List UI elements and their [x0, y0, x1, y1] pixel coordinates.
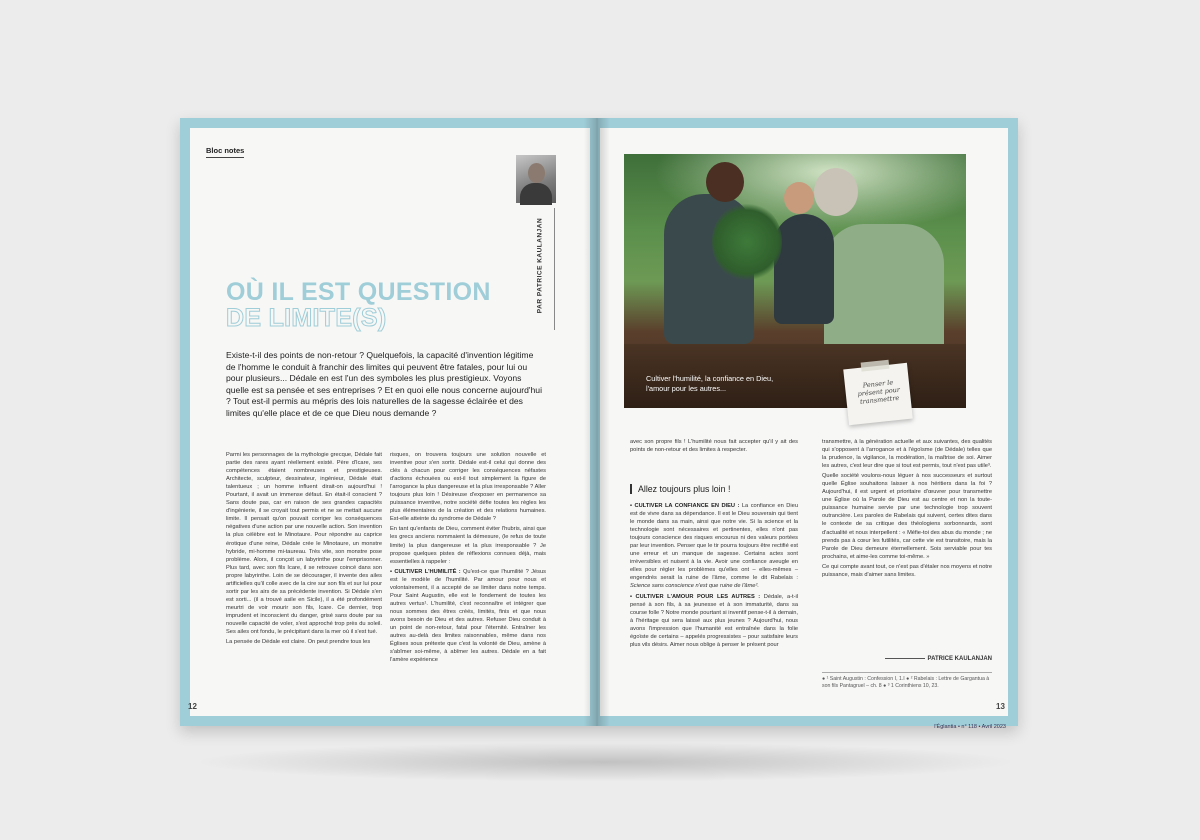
paragraph: Ce qui compte avant tout, ce n'est pas d'étaler nos moyens et notre puissance, mais d'aimer sans limites.	[822, 563, 992, 578]
subheading: • CULTIVER L'HUMILITÉ :	[390, 568, 461, 575]
note-tape	[861, 360, 890, 372]
article-title-line1: OÙ IL EST QUESTION	[226, 278, 491, 306]
photo-person-middle	[774, 214, 834, 324]
article-photo	[624, 154, 966, 408]
author-photo	[516, 155, 556, 203]
paragraph: Quelle société voulons-nous léguer à nos successeurs et surtout quelle Église souhaitons laisser à nos héritiers dans la foi ? Aujourd'hui, il est urgent et prioritaire d'œuvrer pour transmettre une Église où la Parole de Dieu est au centre et non la toute-puissance humaine servie par une technologie trop souvent outrancière. Les paroles de Rabelais qui suivent, certes dites dans le contexte de sa critique des théologiens sorbonnards, sont d'actualité et nous interpellent : « Méfie-toi des abus du monde ; ne prends pas à cœur les futilités, car cette vie est transitoire, mais la Parole de Dieu demeure éternellement. Sois serviable pour tes prochains, et aime-les comme toi-même. »	[822, 473, 992, 560]
paragraph: transmettre, à la génération actuelle et aux suivantes, des qualités qui s'opposent à l'arrogance et à l'égoïsme (de Dédale) telles que la prudence, la vigilance, la modération, la maîtrise de soi. Aimer les autres, c'est leur dire que si tout est permis, tout n'est pas utile³.	[822, 439, 992, 470]
magazine-spread	[180, 118, 1018, 726]
paragraph: avec son propre fils ! L'humilité nous fait accepter qu'il y ait des points de non-retour et des limites à respecter.	[630, 439, 798, 454]
issue-info: l'Églantia • n° 118 • Avril 2023	[934, 724, 1006, 730]
paragraph-text: Qu'est-ce que l'humilité ? Jésus est le modèle de l'humilité. Par amour pour nous et volontairement, il a accepté de se limiter dans notre temps. Pour Saint Augustin, elle est le fondement de toutes les autres vertus¹. L'humilité, c'est reconnaître et intégrer que nous sommes des êtres créés, limités, finis et que nous avons besoin de Dieu et des autres. Refuser Dieu conduit à un point de non-retour, fatal pour l'éternité. Entraîner les autres au-delà des limites raisonnables, même dans nos Églises sous prétexte que c'est la volonté de Dieu, amène à s'abîmer soi-même, à abîmer les autres. Dédale en a fait l'amère expérience	[390, 568, 546, 664]
photo-plant	[712, 202, 782, 282]
footnotes: ● ¹ Saint Augustin : Confession I, 1.I ● ² Rabelais : Lettre de Gargantua à son fils Pantagruel – ch. 8 ● ³ 1 Corinthiens 10, 23.	[822, 672, 992, 690]
author-photo-head	[528, 163, 545, 183]
author-signature	[822, 656, 992, 662]
photo-person-left-head	[706, 162, 744, 202]
left-column-2	[390, 451, 546, 703]
photo-person-middle-head	[784, 182, 814, 214]
right-page	[600, 128, 1008, 716]
paragraph: Parmi les personnages de la mythologie grecque, Dédale fait partie des rares ayant réellement existé. Père d'Icare, ses compétences étaient nombreuses et prestigieuses. Architecte, sculpteur, dessinateur, ingénieur, Dédale était talentueux ; un homme influent dirait-on aujourd'hui ! Pourtant, il avait un immense défaut. En était-il conscient ? Sans doute pas, car en raison de ses grandes capacités d'ingénierie, il se croyait tout permis et ne se mettait aucune limite. Il pensait qu'on pouvait corriger les conséquences négatives d'une action par une nouvelle action. Son invention la plus célèbre est le Minotaure. Pour répondre au caprice érotique d'une reine, Dédale crée le Minotaure, un monstre hybride, mi-homme mi-taureau. Très vite, son monstre pose problème. Alors, il conçoit un labyrinthe pour l'emprisonner. Plus tard, avec son fils Icare, il se retrouve coincé dans son propre labyrinthe. Loin de se décourager, il invente des ailes artificielles qu'il colle avec de la cire sur son fils et sur lui pour sortir par les airs de sa précédente invention. Si Dédale s'en est sorti... (il a trouvé asile en Sicile), il a été profondément meurtri de voir mourir son fils, Icare. Ce dernier, trop imprudent et inconscient du danger, grisé sans doute par sa nouvelle capacité de voler, s'est approché trop près du soleil. Ses ailes ont fondu, le précipitant dans la mer où il s'est tué.	[226, 452, 382, 636]
author-photo-body	[520, 183, 552, 205]
paragraph	[630, 593, 798, 649]
byline-divider	[554, 208, 555, 330]
spread-shadow	[190, 742, 1020, 782]
subheading: • CULTIVER LA CONFIANCE EN DIEU :	[630, 503, 740, 509]
author-byline: PAR PATRICE KAULANJAN	[536, 217, 544, 314]
photo-person-right-head	[814, 168, 858, 216]
author-byline-container	[534, 208, 542, 328]
quote: Science sans conscience n'est que ruine de l'âme².	[630, 583, 759, 590]
left-column-1	[226, 451, 382, 703]
photo-caption: Cultiver l'humilité, la confiance en Dieu, l'amour pour les autres...	[646, 374, 774, 393]
paragraph: La pensée de Dédale est claire. On peut prendre tous les	[226, 639, 371, 646]
right-column-1	[630, 502, 798, 706]
paragraph: risques, on trouvera toujours une solution nouvelle et inventive pour s'en sortir. Dédale est-il celui qui donne des clés à chacun pour corriger les conséquences néfastes d'actions échouées ou est-il tout simplement la figure de l'arrogance la plus dangereuse et la plus irresponsable ? Aller toujours plus loin ! Désireuse d'exposer en permanence sa puissance inventive, notre société défie toutes les règles les plus élémentaires de la création et des relations humaines. Est-elle atteinte du syndrome de Dédale ?	[390, 452, 546, 523]
subheading: • CULTIVER L'AMOUR POUR LES AUTRES :	[630, 593, 761, 600]
page-number-right: 13	[996, 702, 1005, 711]
sticky-note	[843, 363, 913, 425]
right-column-1-top	[630, 438, 798, 482]
signature-line	[885, 658, 925, 659]
section-label: Bloc notes	[206, 146, 244, 158]
signature-text: PATRICE KAULANJAN	[927, 656, 992, 662]
paragraph: En tant qu'enfants de Dieu, comment éviter l'hubris, ainsi que les grecs anciens nommaient la démesure, (le refus de toute limite) la plus dangereuse et la plus irresponsable ? Je propose quelques pistes de réflexions connues déjà, mais essentielles à rappeler :	[390, 526, 546, 565]
page-number-left: 12	[188, 702, 197, 711]
section-heading: Allez toujours plus loin !	[630, 484, 730, 494]
paragraph-text: La confiance en Dieu est de vivre dans sa dépendance. Il est le Dieu souverain qui tient le monde dans sa main, ainsi que notre vie. Si la science et la technologie sont nécessaires et pertinentes, elles n'ont pas toujours conscience des risques encourus ni des valeurs portées par leur invention. Penser que le tir pourra toujours être rectifié est une erreur et un manque de sagesse. Certains actes sont irréversibles et nuisent à la vie. Avoir une confiance aveugle en elles pour régler les problèmes qu'elles ont – elles-mêmes – engendrés serait la ruine de l'âme, comme le dit Rabelais :	[630, 503, 798, 582]
note-text: Penser le présent pour transmettre	[857, 378, 901, 406]
paragraph	[630, 502, 798, 591]
paragraph-text: Dédale, a-t-il pensé à son fils, à sa jeunesse et à son immaturité, dans sa course folle ? Notre monde pourtant si inventif pense-t-il à demain, à l'héritage qui sera laissé aux plus jeunes ? Aujourd'hui, nous avons l'impression que l'humanité est entraînée dans la folie égoïste de certains – appelés progressistes – pour satisfaire leurs plus vils désirs. Aimer nous oblige à penser le présent pour	[630, 593, 798, 648]
left-page	[190, 128, 590, 716]
right-column-2	[822, 438, 992, 652]
paragraph	[390, 568, 546, 665]
photo-person-right	[824, 224, 944, 354]
article-lead: Existe-t-il des points de non-retour ? Quelquefois, la capacité d'invention légitime de l'homme le conduit à franchir des limites qui peuvent être fatales, pour lui ou pour plusieurs... Dédale en est l'un des symboles les plus prestigieux. Voyons quelle est sa pensée et ses entreprises ? Et en quoi elle nous concerne aujourd'hui ? Tout est-il permis au mépris des lois naturelles de la sagesse éclairée et des limites qu'elle place et de ce que Dieu nous demande ?	[226, 350, 542, 418]
article-title-line2: DE LIMITE(S)	[226, 304, 387, 332]
